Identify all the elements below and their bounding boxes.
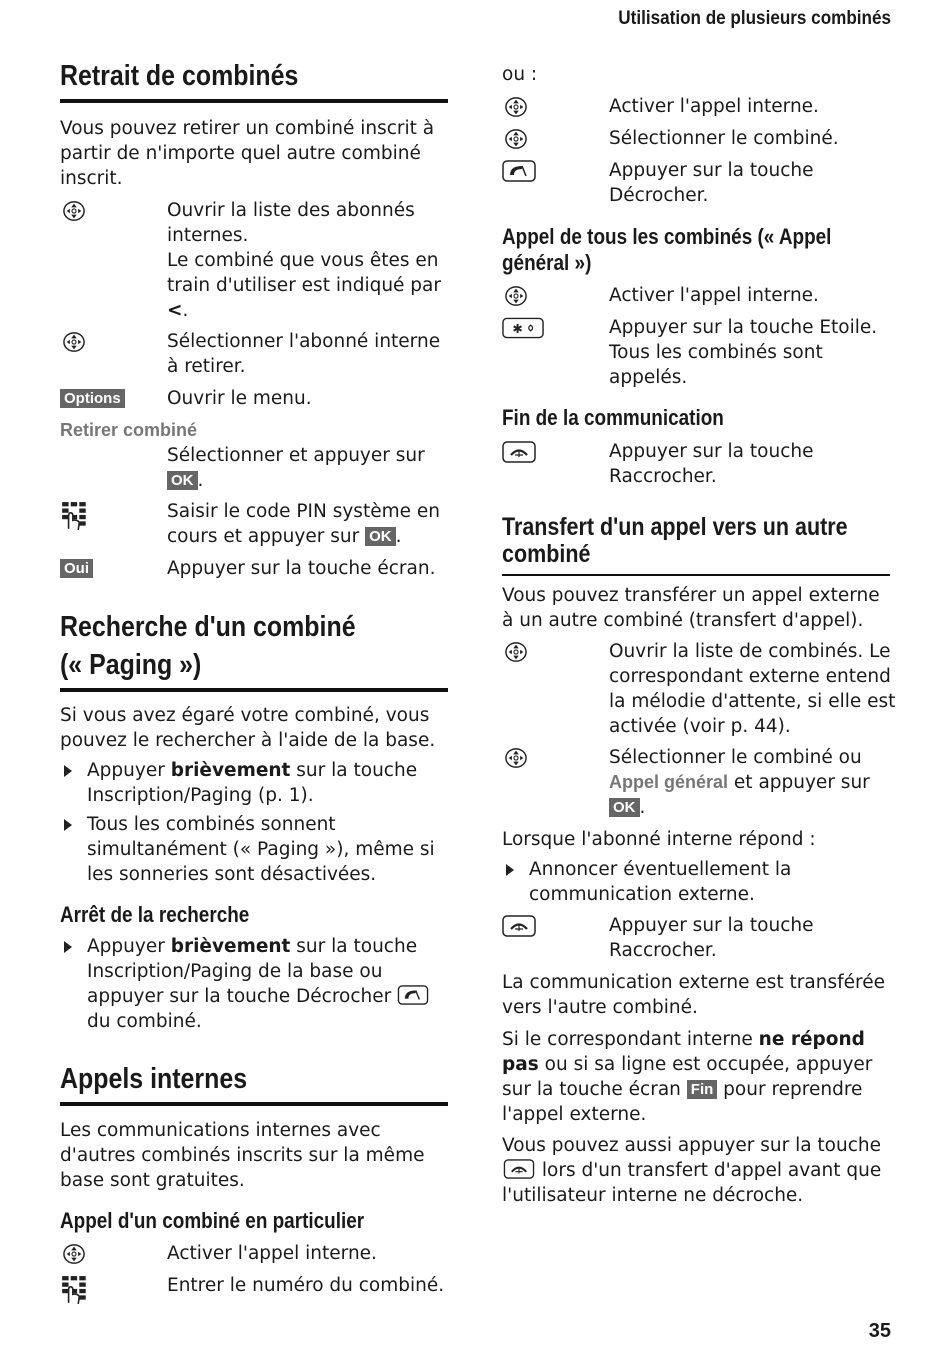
- ok-softkey[interactable]: OK: [167, 471, 198, 490]
- menu-item-retirer-combine[interactable]: Retirer combiné: [60, 420, 198, 440]
- bullet-arrow-icon: [64, 819, 72, 831]
- section-title-internes: Appels internes: [60, 1060, 448, 1106]
- internes-intro: Les communications internes avec d'autres combinés inscrits sur la même base sont gratuites.: [60, 1120, 425, 1191]
- section-title-paging: Recherche d'un combiné (« Paging »): [60, 608, 448, 692]
- navigation-key-icon: [502, 285, 530, 307]
- navigation-key-icon: [502, 96, 530, 118]
- navigation-key-icon: [502, 128, 530, 150]
- section-title-retrait: Retrait de combinés: [60, 57, 448, 103]
- running-header: Utilisation de plusieurs combinés: [618, 8, 891, 29]
- transfert-para-1: La communication externe est transférée vers l'autre combiné.: [502, 972, 885, 1018]
- fin-softkey[interactable]: Fin: [687, 1080, 718, 1099]
- pickup-key-icon: [397, 985, 429, 1005]
- hangup-key-icon: [502, 915, 536, 937]
- step-text: Sélectionner l'abonné interne à retirer.: [167, 331, 441, 377]
- paging-intro: Si vous avez égaré votre combiné, vous pouvez le rechercher à l'aide de la base.: [60, 705, 436, 751]
- step-text: Appuyer sur la touche écran.: [167, 558, 436, 579]
- subsection-title-general: Appel de tous les combinés (« Appel général »): [502, 224, 832, 275]
- current-marker-symbol: <: [167, 300, 183, 321]
- transfert-para-2: Si le correspondant interne ne répond pas ou si sa ligne est occupée, appuyer sur la touche écran Fin pour reprendre l'appel externe.: [502, 1029, 873, 1125]
- step-text: Ouvrir la liste des abonnés internes.: [167, 200, 415, 246]
- subsection-title-arret: Arrêt de la recherche: [60, 902, 250, 927]
- star-key-icon: [502, 317, 544, 339]
- pickup-key-icon: [502, 160, 536, 182]
- navigation-key-icon: [60, 331, 88, 353]
- transfert-para-3: Vous pouvez aussi appuyer sur la touche lors d'un transfert d'appel avant que l'utilisateur interne ne décroche.: [502, 1135, 882, 1206]
- hangup-key-icon: [502, 441, 536, 463]
- bullet-arrow-icon: [64, 765, 72, 777]
- subsection-title-particulier: Appel d'un combiné en particulier: [60, 1208, 365, 1233]
- step-note: Le combiné que vous êtes en train d'utiliser est indiqué par <.: [167, 250, 441, 321]
- step-text: Ouvrir le menu.: [167, 388, 312, 409]
- ok-softkey[interactable]: OK: [365, 527, 396, 546]
- keypad-icon: [60, 1275, 90, 1305]
- navigation-key-icon: [502, 747, 530, 769]
- retrait-menu-item: [60, 418, 450, 443]
- navigation-key-icon: [60, 200, 88, 222]
- section-title-transfert: Transfert d'un appel vers un autre combiné: [502, 514, 890, 576]
- ok-softkey[interactable]: OK: [609, 798, 640, 817]
- bullet-arrow-icon: [506, 864, 514, 876]
- oui-softkey[interactable]: Oui: [60, 559, 93, 578]
- options-softkey[interactable]: Options: [60, 389, 125, 408]
- retrait-intro: Vous pouvez retirer un combiné inscrit à partir de n'importe quel autre combiné inscrit.: [60, 118, 435, 189]
- ou-text: ou :: [502, 64, 538, 85]
- navigation-key-icon: [502, 641, 530, 663]
- step-text: Saisir le code PIN système en cours et appuyer sur: [167, 501, 440, 547]
- bullet-arrow-icon: [64, 941, 72, 953]
- transfert-intro: Vous pouvez transférer un appel externe à un autre combiné (transfert d'appel).: [502, 585, 880, 631]
- page-number: 35: [868, 1320, 891, 1342]
- navigation-key-icon: [60, 1243, 88, 1265]
- keypad-icon: [60, 501, 90, 531]
- answer-text: Lorsque l'abonné interne répond :: [502, 829, 816, 850]
- hangup-key-icon: [502, 1159, 536, 1179]
- subsection-title-fin: Fin de la communication: [502, 405, 724, 430]
- menu-item-appel-general[interactable]: Appel général: [609, 772, 729, 792]
- step-text: Sélectionner et appuyer sur: [167, 445, 425, 466]
